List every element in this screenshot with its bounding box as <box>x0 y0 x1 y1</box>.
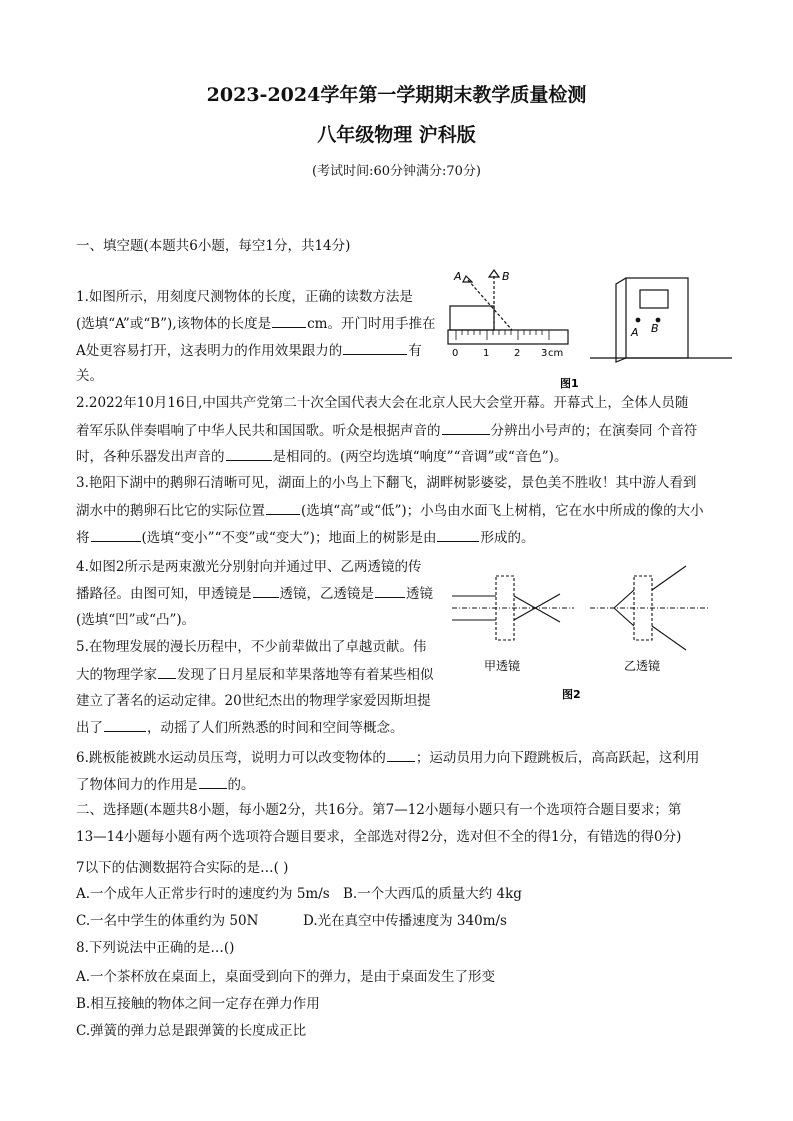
q3-line1: 3.艳阳下湖中的鹅卵石清晰可见，湖面上的小鸟上下翻飞，湖畔树影婆娑，景色美不胜收！其中游人看到 <box>76 475 697 491</box>
figure-1 <box>440 262 740 392</box>
q1-line1: 1.如图所示，用刻度尺测物体的长度，正确的读数方法是 <box>76 289 413 305</box>
door-label-a: A <box>631 326 639 339</box>
answer-blank[interactable] <box>226 446 272 461</box>
q2-line2: 着军乐队伴奏唱响了中华人民共和国国歌。听众是根据声音的 分辨出小号声的；在演奏同 个音符 <box>76 420 697 441</box>
answer-blank[interactable] <box>199 774 227 789</box>
q8-option-c[interactable]: C.弹簧的弹力总是跟弹簧的长度成正比 <box>76 1023 307 1039</box>
answer-blank[interactable] <box>158 664 176 679</box>
lens-a-label: 甲透镜 <box>484 659 521 673</box>
answer-blank[interactable] <box>437 527 479 542</box>
exam-subtitle: 八年级物理 沪科版 <box>317 124 476 146</box>
q7-option-b[interactable]: B.一个大西瓜的质量大约 4kg <box>343 886 522 902</box>
tick-1: 1 <box>483 348 490 359</box>
door-panel <box>616 278 626 362</box>
q6-line1: 6.跳板能被跳水运动员压弯，说明力可以改变物体的 ；运动员用力向下蹬跳板后，高高跃起，这利用 <box>76 747 699 768</box>
section2-heading-line2: 13—14小题每小题有两个选项符合题目要求，全部选对得2分，选对但不全的得1分，有错选的得0分) <box>76 829 682 845</box>
label-b: B <box>502 270 510 283</box>
door-label-b: B <box>651 322 659 335</box>
figure-2-caption: 图2 <box>562 688 581 701</box>
tick-3: 3 <box>541 348 548 359</box>
figure-2 <box>448 560 718 708</box>
exam-note: (考试时间:60分钟满分:70分) <box>312 164 481 179</box>
q1-line3: A处更容易打开，这表明力的作用效果跟力的 有 <box>76 340 422 361</box>
measured-object <box>450 306 494 330</box>
q8-option-a[interactable]: A.一个茶杯放在桌面上，桌面受到向下的弹力，是由于桌面发生了形变 <box>76 969 496 985</box>
door-window <box>640 290 668 308</box>
q7-stem: 7以下的估测数据符合实际的是…( ) <box>76 860 289 876</box>
answer-blank[interactable] <box>343 340 407 355</box>
ruler-unit: cm <box>548 348 564 359</box>
q5-line1: 5.在物理发展的漫长历程中，不少前辈做出了卓越贡献。伟 <box>76 639 427 655</box>
q1-line4: 关。 <box>76 368 103 384</box>
q7-option-a[interactable]: A.一个成年人正常步行时的速度约为 5m/s <box>76 886 330 902</box>
q4-line1: 4.如图2所示是两束激光分别射向并通过甲、乙两透镜的传 <box>76 559 422 575</box>
answer-blank[interactable] <box>375 583 405 598</box>
tick-2: 2 <box>514 348 521 359</box>
door-diagram <box>590 278 732 362</box>
q7-option-d[interactable]: D.光在真空中传播速度为 340m/s <box>303 913 507 929</box>
q8-option-b[interactable]: B.相互接触的物体之间一定存在弹力作用 <box>76 996 320 1012</box>
q2-line3: 时，各种乐器发出声音的 是相同的。(两空均选填“响度”“音调”或“音色”)。 <box>76 446 567 467</box>
push-point-a <box>636 318 640 322</box>
q4-line3: (选填“凹”或“凸”)。 <box>76 612 196 628</box>
answer-blank[interactable] <box>104 717 146 732</box>
q3-line3: 将 (选填“变小”“不变”或“变大”)；地面上的树影是由 形成的。 <box>76 527 534 548</box>
sight-line-a <box>468 280 512 330</box>
ruler <box>448 330 568 344</box>
tick-0: 0 <box>452 348 459 359</box>
q1-line2: (选填“A”或“B”),该物体的长度是 cm。开门时用手推在 <box>76 313 436 334</box>
eye-b-icon <box>489 270 499 277</box>
q4-line2: 播路径。由图可知，甲透镜是 透镜，乙透镜是 透镜 <box>76 583 433 604</box>
q3-line2: 湖水中的鹅卵石比它的实际位置 (选填“高”或“低”)；小鸟由水面飞上树梢，它在水中所成的像的大小 <box>76 500 704 521</box>
q5-line2: 大的物理学家 发现了日月星辰和苹果落地等有着某些相似 <box>76 664 434 685</box>
answer-blank[interactable] <box>387 747 415 762</box>
lens-b-diagram <box>590 566 710 650</box>
eye-a-icon <box>463 276 472 282</box>
q6-line2: 了物体间力的作用是 的。 <box>76 774 255 795</box>
q8-stem: 8.下列说法中正确的是…() <box>76 940 235 956</box>
answer-blank[interactable] <box>442 420 490 435</box>
answer-blank[interactable] <box>253 583 279 598</box>
answer-blank[interactable] <box>266 500 300 515</box>
q2-line1: 2.2022年10月16日,中国共产党第二十次全国代表大会在北京人民大会堂开幕。开幕式上，全体人员随 <box>76 395 689 411</box>
label-a: A <box>454 270 462 283</box>
section2-heading-line1: 二、选择题(本题共8小题，每小题2分，共16分。第7—12小题每小题只有一个选项符合题目要求；第 <box>76 802 682 818</box>
lens-a-diagram <box>452 576 574 640</box>
figure-1-caption: 图1 <box>560 377 579 390</box>
answer-blank[interactable] <box>91 527 141 542</box>
exam-title: 2023-2024学年第一学期期末教学质量检测 <box>206 84 587 106</box>
q5-line3: 建立了著名的运动定律。20世纪杰出的物理学家爱因斯坦提 <box>76 693 431 709</box>
lens-b-label: 乙透镜 <box>624 659 661 673</box>
section1-heading: 一、填空题(本题共6小题，每空1分，共14分) <box>76 238 351 254</box>
answer-blank[interactable] <box>272 313 306 328</box>
q7-option-c[interactable]: C.一名中学生的体重约为 50N <box>76 913 259 929</box>
q5-line4: 出了 ，动摇了人们所熟悉的时间和空间等概念。 <box>76 717 404 738</box>
